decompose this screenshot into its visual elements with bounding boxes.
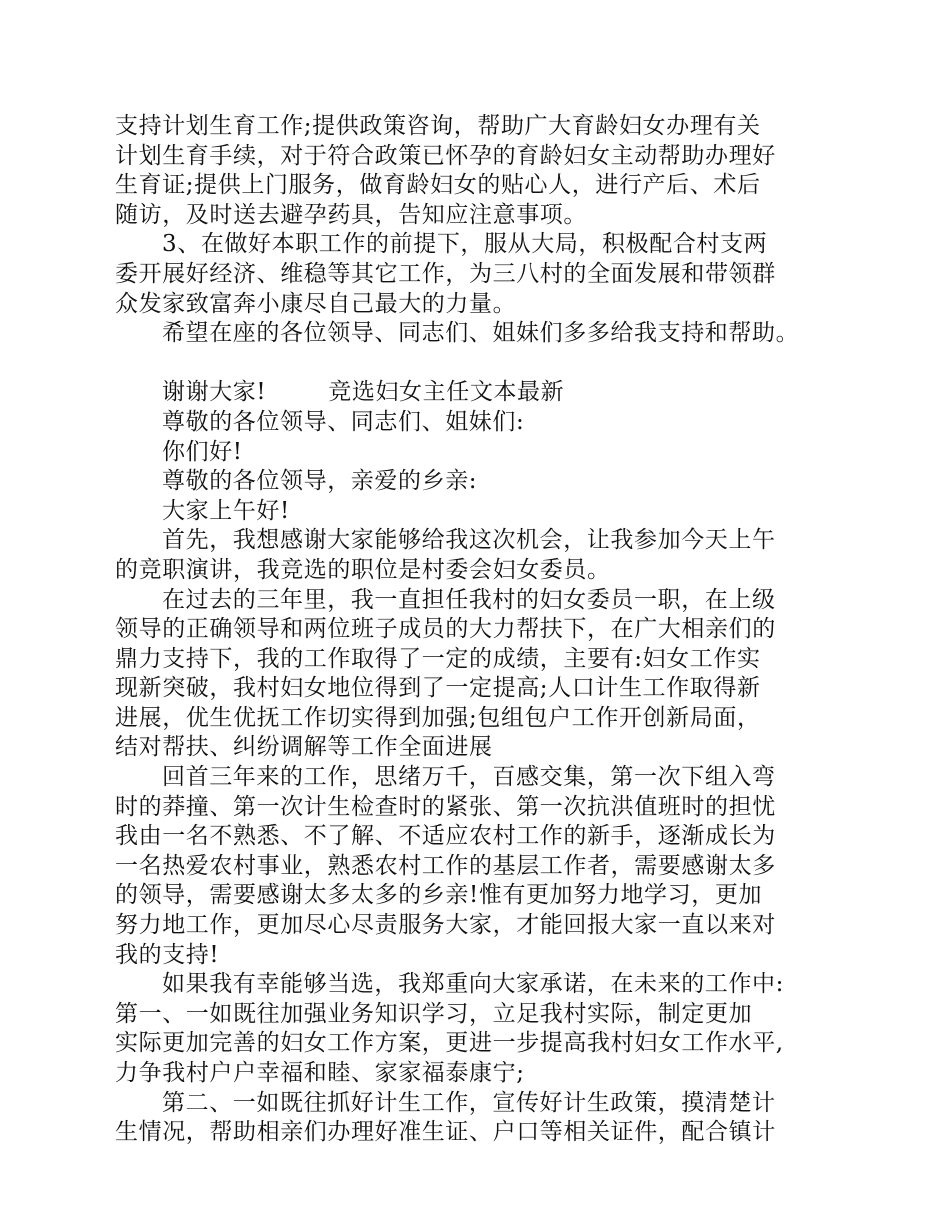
line-text: 计划生育手续，对于符合政策已怀孕的育龄妇女主动帮助办理好 xyxy=(115,142,776,169)
line-text: 一名热爱农村事业，熟悉农村工作的基层工作者，需要感谢太多 xyxy=(115,852,776,879)
line-text: 委开展好经济、维稳等其它工作，为三八村的全面发展和带领群 xyxy=(115,260,776,287)
text-line xyxy=(115,112,835,142)
text-line xyxy=(115,763,835,793)
line-text: 的领导，需要感谢太多太多的乡亲!惟有更加努力地学习，更加 xyxy=(115,882,763,909)
text-line xyxy=(115,970,835,1000)
line-text: 进展，优生优抚工作切实得到加强;包组包户工作开创新局面， xyxy=(115,704,761,731)
line-text: 的竞职演讲，我竞选的职位是村委会妇女委员。 xyxy=(115,556,611,583)
text-line xyxy=(115,822,835,852)
line-text: 我由一名不熟悉、不了解、不适应农村工作的新手，逐渐成长为 xyxy=(115,823,776,850)
line-text: 现新突破，我村妇女地位得到了一定提高;人口计生工作取得新 xyxy=(115,675,761,702)
line-text: 我的支持! xyxy=(115,941,220,968)
blank-line xyxy=(115,349,835,379)
line-text: 希望在座的各位领导、同志们、姐妹们多多给我支持和帮助。 xyxy=(162,320,800,347)
text-line xyxy=(115,526,835,556)
line-text: 在过去的三年里，我一直担任我村的妇女委员一职，在上级 xyxy=(162,586,776,613)
line-text: 首先，我想感谢大家能够给我这次机会，让我参加今天上午 xyxy=(162,527,776,554)
text-line xyxy=(115,467,835,497)
line-text: 努力地工作，更加尽心尽责服务大家，才能回报大家一直以来对 xyxy=(115,912,776,939)
text-line xyxy=(115,319,835,349)
text-line xyxy=(115,645,835,675)
line-text: 谢谢大家! xyxy=(162,379,267,406)
text-line xyxy=(115,260,835,290)
line-text: 尊敬的各位领导、同志们、姐妹们: xyxy=(162,408,525,435)
text-line xyxy=(115,378,835,408)
line-text: 大家上午好! xyxy=(162,497,290,524)
text-line xyxy=(115,881,835,911)
text-line xyxy=(115,142,835,172)
text-line xyxy=(115,704,835,734)
line-text: 生情况，帮助相亲们办理好准生证、户口等相关证件，配合镇计 xyxy=(115,1119,776,1146)
line-text: 如果我有幸能够当选，我郑重向大家承诺，在未来的工作中: xyxy=(162,971,784,998)
text-line xyxy=(115,793,835,823)
line-text: 随访，及时送去避孕药具，告知应注意事项。 xyxy=(115,201,587,228)
text-line xyxy=(115,408,835,438)
text-line xyxy=(115,1118,835,1148)
text-line xyxy=(115,852,835,882)
line-text: 尊敬的各位领导，亲爱的乡亲: xyxy=(162,468,478,495)
text-line xyxy=(115,615,835,645)
text-line xyxy=(115,1029,835,1059)
text-line xyxy=(115,1059,835,1089)
text-line xyxy=(115,230,835,260)
line-text: 第一、一如既往加强业务知识学习，立足我村实际，制定更加 xyxy=(115,1000,753,1027)
line-text: 3、在做好本职工作的前提下，服从大局，积极配合村支两 xyxy=(162,231,768,258)
line-text: 实际更加完善的妇女工作方案，更进一步提高我村妇女工作水平, xyxy=(115,1030,784,1057)
line-text: 时的莽撞、第一次计生检查时的紧张、第一次抗洪值班时的担忧 xyxy=(115,793,776,820)
text-line xyxy=(115,733,835,763)
line-text: 第二、一如既往抓好计生工作，宣传好计生政策，摸清楚计 xyxy=(162,1089,776,1116)
line-text: 生育证;提供上门服务，做育龄妇女的贴心人，进行产后、术后 xyxy=(115,172,761,199)
text-line xyxy=(115,171,835,201)
line-text: 力争我村户户幸福和睦、家家福泰康宁; xyxy=(115,1060,525,1086)
line-text: 众发家致富奔小康尽自己最大的力量。 xyxy=(115,290,517,317)
line-text: 支持计划生育工作;提供政策咨询，帮助广大育龄妇女办理有关 xyxy=(115,113,761,139)
text-line xyxy=(115,438,835,468)
text-line xyxy=(115,1089,835,1119)
text-line xyxy=(115,556,835,586)
text-line xyxy=(115,911,835,941)
text-line xyxy=(115,1000,835,1030)
text-line xyxy=(115,497,835,527)
inline-heading: 竞选妇女主任文本最新 xyxy=(328,379,565,406)
line-text: 鼎力支持下，我的工作取得了一定的成绩，主要有:妇女工作实 xyxy=(115,645,761,672)
text-line xyxy=(115,674,835,704)
line-text: 结对帮扶、纠纷调解等工作全面进展 xyxy=(115,734,493,761)
document-body xyxy=(115,112,835,1148)
line-text: 回首三年来的工作，思绪万千，百感交集，第一次下组入弯 xyxy=(162,764,776,791)
text-line xyxy=(115,201,835,231)
text-line xyxy=(115,941,835,971)
text-line xyxy=(115,586,835,616)
line-text: 领导的正确领导和两位班子成员的大力帮扶下，在广大相亲们的 xyxy=(115,616,776,643)
text-line xyxy=(115,290,835,320)
line-text: 你们好! xyxy=(162,438,243,465)
